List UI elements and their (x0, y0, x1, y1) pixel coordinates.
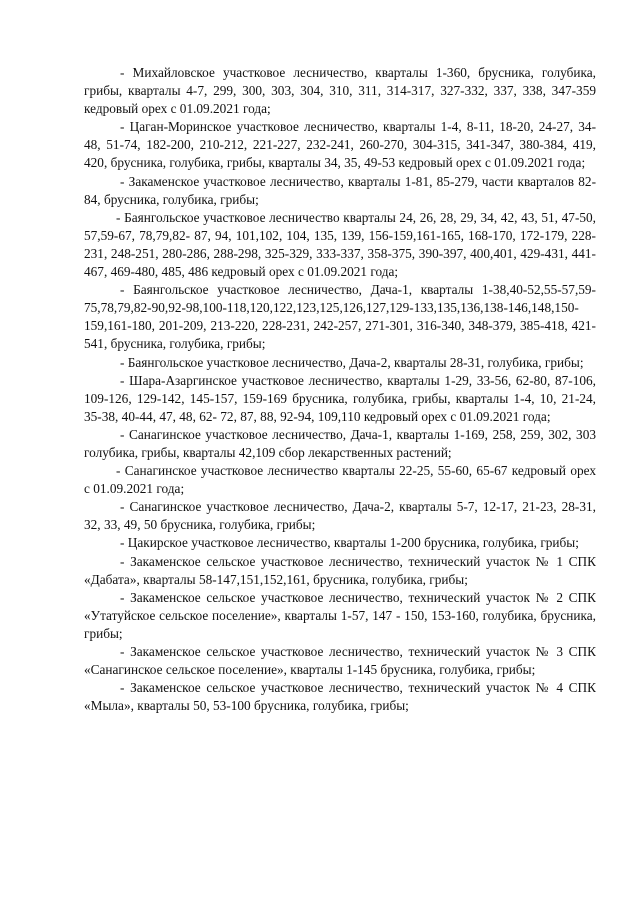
paragraph-tsagan-morinskoe: - Цаган-Моринское участковое лесничество, кварталы 1-4, 8-11, 18-20, 24-27, 34-48, 51-74, 182-200, 210-212, 221-227, 232-241, 260-270, 304-315, 341-347, 380-384, 419, 420, брусника, голубика, грибы, кварталы 34, 35, 49-53 кедровый орех с 01.09.2021 года; (84, 119, 596, 171)
paragraph-sanaginskoe-nut: - Санагинское участковое лесничество кварталы 22-25, 55-60, 65-67 кедровый орех с 01.09.2021 года; (84, 463, 596, 497)
paragraph-sanaginskoe-dacha-2: - Санагинское участковое лесничество, Дача-2, кварталы 5-7, 12-17, 21-23, 28-31, 32, 33, 49, 50 брусника, голубика, грибы; (84, 499, 596, 533)
paragraph-bayangolskoe-dacha-2: - Баянгольское участковое лесничество, Дача-2, кварталы 28-31, голубика, грибы; (120, 354, 584, 370)
paragraph-zakamenskoe-selskoe-4: - Закаменское сельское участковое лесничество, технический участок № 4 СПК «Мыла», кварталы 50, 53-100 брусника, голубика, грибы; (84, 680, 596, 714)
paragraph-bayangolskoe-dacha-1: - Баянгольское участковое лесничество, Дача-1, кварталы 1-38,40-52,55-57,59-75,78,79,82-90,92-98,100-118,120,122,123,125,126,127,129-133,135,136,138-146,148,150-159,161-180, 201-209, 213-220, 228-231, 242-257, 271-301, 316-340, 348-379, 385-418, 421-541, брусника, голубика, грибы; (84, 282, 596, 352)
paragraph-tsakirskoe: - Цакирское участковое лесничество, кварталы 1-200 брусника, голубика, грибы; (120, 535, 579, 551)
paragraph-zakamenskoe-selskoe-2: - Закаменское сельское участковое лесничество, технический участок № 2 СПК «Утатуйское сельское поселение», кварталы 1-57, 147 - 150, 153-160, голубика, брусника, грибы; (84, 589, 596, 641)
paragraph-zakamenskoe-selskoe-3: - Закаменское сельское участковое лесничество, технический участок № 3 СПК «Санагинское сельское поселение», кварталы 1-145 брусника, голубика, грибы; (84, 644, 596, 678)
paragraph-bayangolskoe: - Баянгольское участковое лесничество кварталы 24, 26, 28, 29, 34, 42, 43, 51, 47-50, 57,59-67, 78,79,82- 87, 94, 101,102, 104, 135, 139, 156-159,161-165, 168-170, 172-179, 228-231, 248-251, 280-286, 288-298, 325-329, 333-337, 358-375, 390-397, 400,401, 429-431, 441-467, 469-480, 485, 486 кедровый орех с 01.09.2021 года; (84, 209, 596, 280)
paragraph-zakamenskoe: - Закаменское участковое лесничество, кварталы 1-81, 85-279, части кварталов 82-84, брусника, голубика, грибы; (84, 173, 596, 207)
paragraph-mikhailovskoe: - Михайловское участковое лесничество, кварталы 1-360, брусника, голубика, грибы, кварталы 4-7, 299, 300, 303, 304, 310, 311, 314-317, 327-332, 337, 338, 347-359 кедровый орех с 01.09.2021 года; (84, 65, 596, 117)
paragraph-zakamenskoe-selskoe-1: - Закаменское сельское участковое лесничество, технический участок № 1 СПК «Дабата», кварталы 58-147,151,152,161, брусника, голубика, грибы; (84, 553, 596, 587)
paragraph-sanaginskoe-dacha-1: - Санагинское участковое лесничество, Дача-1, кварталы 1-169, 258, 259, 302, 303 голубика, грибы, кварталы 42,109 сбор лекарственных растений; (84, 426, 596, 460)
paragraph-shara-azarginskoe: - Шара-Азаргинское участковое лесничество, кварталы 1-29, 33-56, 62-80, 87-106, 109-126, 129-142, 145-157, 159-169 брусника, голубика, грибы, кварталы 1-4, 10, 21-24, 35-38, 40-44, 47, 48, 62- 72, 87, 88, 92-94, 109,110 кедровый орех с 01.09.2021 года; (84, 372, 596, 424)
document-page (84, 64, 596, 715)
